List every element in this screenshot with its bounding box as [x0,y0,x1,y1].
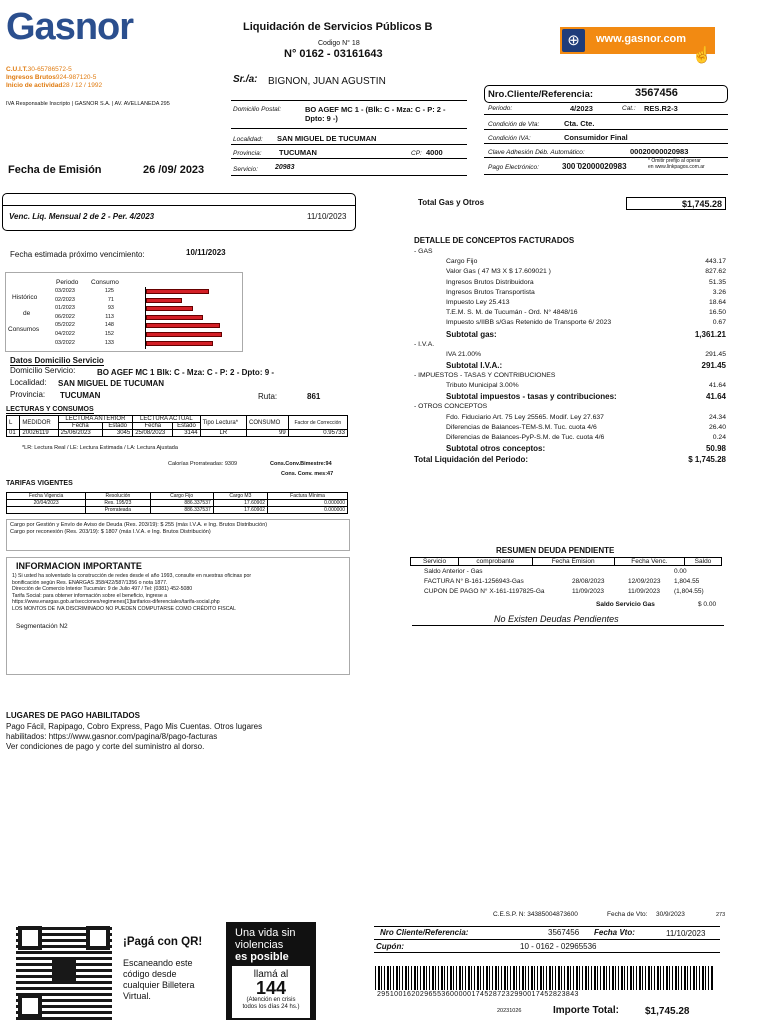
deuda-row [424,568,724,578]
r-medidor: 20026119 [20,430,58,437]
history-side-3: Consumos [8,326,40,333]
detalle-value: 51.35 [708,278,726,286]
promo-l2: violencias [235,939,284,951]
cat-label: Cat.: [622,105,636,112]
history-consumo: 93 [107,305,114,312]
history-col-periodo: Periodo [56,279,79,286]
h-act: LECTURA ACTUAL [133,416,200,423]
detalle-label: Subtotal I.V.A.: [446,361,503,370]
provincia-label: Provincia: [233,150,262,157]
qr-line-2: código desde [123,969,177,979]
deuda-cell: 28/08/2023 [572,578,605,585]
pago-note-1: * Omitir prefijo al operar [648,158,701,164]
lugares-lines [6,722,262,752]
detalle-subtotal [414,392,726,403]
lugares-title: LUGARES DE PAGO HABILITADOS [6,711,140,720]
coupon-fecha-vto-label: Fecha de Vto: [607,911,648,918]
history-periodo: 03/2023 [55,288,75,294]
coupon-fecha-vto: 30/9/2023 [656,911,685,918]
tarifas-row [7,507,348,514]
page-no: 273 [716,912,726,918]
deuda-row [424,588,724,598]
info-segment: Segmentación N2 [16,623,68,630]
tarifas-header: Fecha Vigencia [7,493,86,500]
info-lines [12,573,342,612]
detalle-value: 443.17 [705,258,726,266]
detalle-value: 291.45 [705,350,726,358]
history-side-2: de [23,310,31,317]
detalle-label: Subtotal gas: [446,329,497,339]
r-consumo: 99 [246,430,288,437]
detalle-value: 41.64 [705,392,726,402]
cond-iva: Consumidor Final [564,133,628,142]
tarifas-cell: 17.60902 [213,507,267,514]
service-loc: SAN MIGUEL DE TUCUMAN [58,379,165,388]
promo-l5: 144 [255,978,287,998]
cons-bimestre: Cons.Conv.Bimestre:94 [270,461,332,467]
coupon-vto-label: Fecha Vto: [594,928,635,937]
servicio: 20983 [275,164,295,171]
promo-l3: es posible [235,951,289,963]
detalle-label: T.E.M. S. M. de Tucumán - Ord. N° 4848/16 [446,309,578,317]
detalle-label: Fdo. Fiduciario Art. 75 Ley 25565. Modif. Ley 27.637 [446,413,604,421]
tarifas-title: TARIFAS VIGENTES [6,480,73,487]
service-prov: TUCUMAN [60,391,101,400]
info-line: LOS MONTOS DE IVA DISCRIMINADO NO PUEDEN COMPUTARSE COMO CRÉDITO FISCAL [12,605,236,612]
qr-pay-box [115,924,223,1020]
postal-block [231,100,467,176]
deuda-header-row [411,558,722,566]
detalle-value: 50.98 [705,444,726,454]
detalle-label: Valor Gas ( 47 M3 X $ 17.609021 ) [446,268,551,276]
pago-note-2: en www.linkpagos.com.ar [648,164,705,170]
saldo-value: $ 0.00 [698,601,717,608]
tarifas-cell: 886.337537 [150,507,213,514]
cargos-line-2: Cargo por reconexión (Res. 203/19): $ 1807 (más I.V.A. e Ing. Brutos Distribución) [10,529,211,535]
coupon-cupon: 10 - 0162 - 02965536 [520,942,597,951]
info-line: Tarifa Social: para obtener información sobre el beneficio, ingrese a [12,592,168,599]
cat: RES.R2-3 [644,104,678,113]
codigo: Codigo N° 18 [318,40,360,47]
h-consumo: CONSUMO [246,416,288,430]
r-factor: 0.95733 [288,430,347,437]
cp: 4000 [426,148,443,157]
importe-label: Importe Total: [553,1005,619,1016]
venc-label: Venc. Liq. Mensual 2 de 2 - Per. 4/2023 [9,212,155,221]
detalle-label: Impuesto s/IIBB s/Gas Retenido de Transporte 6/ 2023 [446,319,612,327]
tarifas-cell: Res. 195/23 [86,500,150,507]
tarifas-cell: 20/04/2023 [7,500,86,507]
periodo-label: Periodo: [488,105,513,112]
promo-l7: todos los días 24 hs.) [242,1003,300,1010]
coupon-ref-label: Nro Cliente/Referencia: [380,928,469,937]
service-loc-label: Localidad: [10,378,47,387]
client-fields [484,104,728,176]
history-periodo: 01/2023 [55,305,75,312]
detalle-subtotal [414,361,726,372]
history-consumo: 148 [104,322,114,329]
ref-number: 3567456 [635,87,678,99]
saldo-label: Saldo Servicio Gas [596,601,655,608]
detalle-subtotal [414,330,726,341]
tarifas-cell: Prorrateada [86,507,150,514]
coupon-rule-1 [374,926,720,927]
h-medidor: MEDIDOR [20,416,58,430]
gasnor-logo: Gasnor [6,6,134,48]
h-estado-ant: Estado [103,423,133,430]
detalle-label: Subtotal impuestos - tasas y contribuciones: [446,392,617,402]
detalle-value: 291.45 [701,361,726,370]
detalle-subtotal [414,444,726,455]
h-ant: LECTURA ANTERIOR [58,416,133,423]
domicilio-label: Domicilio Postal: [233,106,282,113]
next-venc-date: 10/11/2023 [186,248,226,257]
no-deudas: No Existen Deudas Pendientes [494,614,619,624]
detalle-value: 0.67 [712,319,726,327]
deuda-cell: Saldo Anterior - Gas [424,568,483,575]
web-url: www.gasnor.com [596,33,687,45]
info-line: https://www.enargas.gob.ar/secciones/regimenes[1]tarifarios-diferenciales/tarifa-social.php [12,599,220,605]
detalle-value: 24.34 [708,413,726,421]
history-periodo: 02/2023 [55,296,75,303]
detalle-value: 18.64 [708,299,726,306]
detalle-label: - I.V.A. [414,340,435,348]
total-gas-label: Total Gas y Otros [418,198,485,207]
lugares-line: Pago Fácil, Rapipago, Cobro Express, Pago Mis Cuentas. Otros lugares [6,722,263,731]
ref-label: Nro.Cliente/Referencia: [488,89,594,100]
domicilio: BO AGEF MC 1 - (Blk: C - Mza: C - P: 2 - Dpto: 9 -) [305,105,446,123]
history-bar [146,323,220,328]
detalle-label: Impuesto Ley 25.413 [446,299,510,306]
history-periodo: 03/2022 [55,339,75,346]
deuda-header: Servicio [411,558,459,566]
history-bar [146,315,203,320]
promo-l6: (Atención en crisis [246,997,296,1003]
inicio: 28 / 12 / 1992 [62,82,103,89]
deuda-cell: 1,804.55 [674,578,700,585]
h-fecha-act: Fecha [133,423,173,430]
qr-code [16,924,112,1020]
ib: 924-987120-5 [55,74,97,81]
cond-vta-label: Condición de Vta: [488,121,540,128]
pago-label: Pago Electrónico: [488,164,539,171]
r-l: 01 [7,430,20,437]
detalle-value: 16.50 [708,309,726,317]
inicio-label: Inicio de actividad [6,82,63,89]
cargos-note [6,519,350,551]
coupon-cupon-label: Cupón: [376,942,404,951]
cond-vta: Cta. Cte. [564,119,595,128]
info-box [6,557,350,675]
info-title: INFORMACION IMPORTANTE [16,561,142,571]
deuda-cell: 11/09/2023 [628,588,661,595]
deuda-header: Saldo [684,558,721,566]
tarifas-cell: 886.337537 [150,500,213,507]
info-line: Dirección de Comercio Interior Tucumán: 9 de Julio 497 / Tel: (0381) 452-5080 [12,586,193,592]
detalle-label: Diferencias de Balances-TEM-S.M. Tuc. cuota 4/6 [446,423,597,431]
history-periodo: 05/2022 [55,322,75,329]
detalle-label: Total Liquidación del Periodo: [414,455,529,465]
deuda-header: comprobante [459,558,532,566]
h-factor: Factor de Corrección [288,416,347,430]
info-line: 1) Si usted ha solventado la construcción de redes desde el año 1993, consulte en nuestras oficinas por [12,573,252,579]
localidad: SAN MIGUEL DE TUCUMAN [277,134,377,143]
coupon-ref: 3567456 [548,928,580,937]
barcode [375,966,713,990]
next-venc-label: Fecha estimada próximo vencimiento: [10,250,145,259]
h-l: L [7,416,20,430]
deuda-cell: CUPON DE PAGO N° X-161-1197825-Ga [424,588,545,595]
qr-line-4: Virtual. [123,991,151,1001]
history-box [5,272,243,352]
deuda-head-table [410,557,722,566]
qr-text [123,958,195,1002]
ib-label: Ingresos Brutos [6,74,56,81]
doc-title: Liquidación de Servicios Públicos B [243,21,433,33]
promo-144 [226,922,316,1020]
history-consumo: 71 [107,296,114,303]
company-ids [6,66,102,90]
readings-title: LECTURAS Y CONSUMOS [6,406,94,413]
history-periodo: 06/2022 [55,313,75,320]
clave: 00020000020983 [630,147,689,156]
emission-label: Fecha de Emisión [8,164,102,176]
readings-table [6,415,348,437]
coupon-rule-2 [374,939,720,940]
clave-label: Clave Adhesión Déb. Automático: [488,149,585,156]
lugares-line: habilitados: https://www.gasnor.com/pagina/8/pago-facturas [6,732,218,741]
h-estado-act: Estado [173,423,200,430]
promo-inner [232,966,310,1018]
customer-name: BIGNON, JUAN AGUSTIN [268,76,386,87]
cuit: 30-65786572-5 [27,66,72,73]
history-periodo: 04/2022 [55,331,75,337]
emission-date: 26 /09/ 2023 [143,164,205,176]
deuda-header: Fecha Venc. [614,558,684,566]
coupon-vto: 11/10/2023 [666,929,706,938]
deuda-title: RESUMEN DEUDA PENDIENTE [496,546,615,555]
r-estado-act: 3144 [173,430,200,437]
detalle-total [414,455,726,466]
detalle-label: - OTROS CONCEPTOS [414,403,488,411]
venc-date: 11/10/2023 [307,212,347,221]
localidad-label: Localidad: [233,136,263,143]
invoice-number: N° 0162 - 03161643 [284,48,383,60]
info-line: bonificación según Res. ENARGAS 358/422/587/1356 o nota 1877. [12,579,168,586]
h-fecha-ant: Fecha [58,423,102,430]
qr-line-1: Escaneando este [123,958,193,968]
history-axis [145,287,146,349]
pointer-hand-icon: ☝ [692,47,712,64]
provincia: TUCUMAN [279,148,317,157]
cesp: C.E.S.P. N: 34385004873600 [493,911,578,918]
history-bar [146,306,193,311]
deuda-cell: FACTURA N° B-161-1256943-Gas [424,578,524,585]
r-fecha-ant: 25/06/2023 [58,430,102,437]
detalle-label: Ingresos Brutos Transportista [446,288,535,296]
detalle-label: Diferencias de Balances-PyP-S.M. de Tuc. cuota 4/6 [446,434,605,441]
service-title: Datos Domicilio Servicio [10,356,104,365]
calorias: Calorías Prorrateadas: 9309 [168,461,238,467]
tarifas-cell: 0.000000 [268,500,348,507]
detalle-label: - GAS [414,248,433,255]
tarifas-header: Resolución [86,493,150,500]
importe-total: $1,745.28 [645,1006,690,1017]
cons-mes: Cons. Conv. mes:47 [281,471,334,477]
detalle-label: - IMPUESTOS - TASAS Y CONTRIBUCIONES [414,372,556,379]
detalle-value: 3.26 [712,288,726,296]
r-tipo: LR [200,430,246,437]
barcode-number: 29510016202965536000001745287232990017452823843 [377,991,579,998]
deuda-cell: 11/09/2023 [572,588,605,595]
h-tipo: Tipo Lectura* [200,416,246,430]
total-gas-value: $1,745.28 [626,197,726,210]
readings-note: *LR: Lectura Real / LE: Lectura Estimada / LA: Lectura Ajustada [22,445,178,451]
venc-box [2,193,356,231]
lugares-line: Ver condiciones de pago y corte del suministro al dorso. [6,742,205,751]
tarifas-cell: 17.60902 [213,500,267,507]
service-dom-label: Domicilio Servicio: [10,366,76,375]
detalle-title: DETALLE DE CONCEPTOS FACTURADOS [414,236,575,245]
cond-iva-label: Condición IVA: [488,135,531,142]
coupon-rule-3 [374,952,720,953]
pago-note [648,158,705,170]
history-consumo: 152 [104,331,114,337]
periodo: 4/2023 [570,104,593,113]
tarifas-table [6,492,348,514]
tarifas-header: Cargo M3 [213,493,267,500]
deuda-cell: 12/09/2023 [628,578,661,585]
client-ref-box [484,85,728,103]
detalle-value: 827.62 [705,268,726,276]
deuda-header: Fecha Emision [532,558,614,566]
small-code: 20231026 [497,1008,522,1014]
service-ruta: 861 [307,392,321,401]
detalle-value: 41.64 [708,382,726,390]
detalle-value: 0.24 [712,434,726,441]
tarifas-cell [7,507,86,514]
tarifas-cell: 0.000000 [268,507,348,514]
service-ruta-label: Ruta: [258,392,278,401]
deuda-cell: (1,804.55) [674,588,704,595]
cp-label: CP: [411,150,422,157]
r-estado-ant: 3045 [103,430,133,437]
service-prov-label: Provincia: [10,390,46,399]
tarifas-body [7,500,348,514]
history-consumo: 133 [104,339,114,346]
servicio-label: Servicio: [233,166,258,173]
globe-icon: ⊕ [562,29,585,52]
history-bar [146,298,182,303]
cuit-label: C.U.I.T. [6,66,28,73]
history-col-consumo: Consumo [91,279,119,286]
history-bar [146,289,209,294]
detalle-label: Cargo Fijo [446,258,478,266]
detalle-value: 1,361.21 [694,329,726,339]
detalle-label: IVA 21.00% [446,350,482,358]
tarifas-row [7,500,348,507]
cargos-line-1: Cargo por Gestión y Envío de Aviso de Deuda (Res. 203/19): $ 255 (más I.V.A. e Ing. Brutos Distribución) [10,522,268,528]
qr-title: ¡Pagá con QR! [123,936,203,948]
r-fecha-act: 25/08/2023 [133,430,173,437]
detalle-value: 26.40 [708,423,726,431]
promo-l4: llamá al [253,969,289,980]
history-bar [146,341,213,346]
pago: 300 ̄02000020983 [562,162,627,171]
history-bar [146,332,222,337]
detalle-value: $ 1,745.28 [688,455,726,465]
history-consumo: 125 [104,288,114,294]
history-side-1: Histórico [12,294,38,301]
history-consumo: 113 [105,313,114,320]
deuda-cell: 0.00 [674,568,687,575]
promo-l1: Una vida sin [235,927,296,939]
sra-label: Sr./a: [233,74,258,85]
tarifas-header: Factura Mínima [268,493,348,500]
iva-line: IVA Responsable Inscripto | GASNOR S.A. | AV. AVELLANEDA 295 [6,101,170,107]
detalle-label: Tributo Municipal 3.00% [446,382,519,390]
deuda-row [424,578,724,588]
detalle-label: Subtotal otros conceptos: [446,444,546,454]
detalle-label: Ingresos Brutos Distribuidora [446,278,534,286]
tarifas-header: Cargo Fijo [150,493,213,500]
tarifas-header-row [7,493,348,500]
service-dom: BO AGEF MC 1 Blk: C - Mza: C - P: 2 - Dpto: 9 - [97,368,275,377]
qr-line-3: cualquier Billetera [123,980,195,990]
